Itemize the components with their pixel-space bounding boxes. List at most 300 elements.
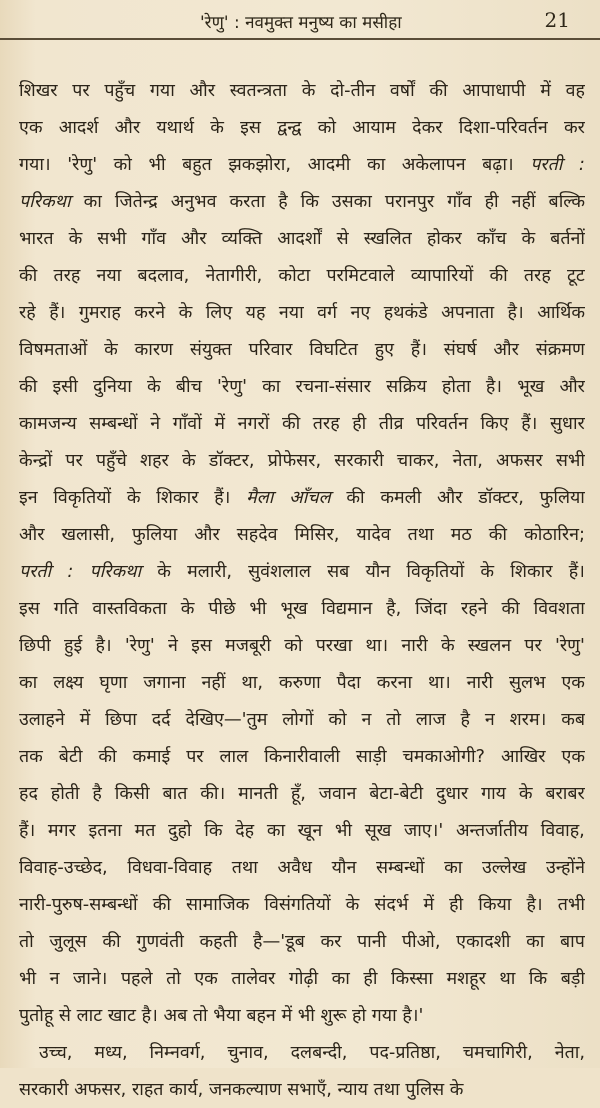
word: मजबूरी [225, 635, 271, 656]
word: सरकारी [334, 450, 384, 471]
word: स्खलित [363, 228, 412, 249]
word: और [493, 339, 519, 360]
word: बात [162, 783, 188, 804]
text-line [19, 109, 585, 146]
word: होकर [426, 228, 462, 249]
word: के [301, 80, 316, 101]
word: का [262, 376, 281, 397]
word: इस [19, 598, 40, 619]
text-line [19, 553, 585, 590]
word: घृणा [99, 672, 128, 693]
word: सुलभ [508, 672, 546, 693]
word: वास्तविकता [92, 598, 167, 619]
word: सभी [555, 450, 585, 471]
text-segment: सरकारी अफसर, राहत कार्य, जनकल्याण सभाएँ, न्याय तथा पुलिस के [19, 1079, 464, 1100]
word: की [281, 413, 301, 434]
word: तो [166, 968, 181, 989]
word: गोढ़ी [288, 968, 319, 989]
text-line [19, 627, 585, 664]
text-line [19, 923, 585, 960]
word: विद्यमान [321, 598, 373, 619]
word: है, [386, 598, 402, 619]
word: इतना [88, 820, 122, 841]
word: खून [297, 820, 323, 841]
word: पहले [120, 968, 153, 989]
word: और [194, 524, 220, 545]
word: परिवर्तन [416, 413, 468, 434]
word: हूँ, [290, 783, 306, 804]
word: के [345, 894, 360, 915]
word: अनुभव [170, 191, 217, 212]
word: कब [561, 709, 585, 730]
word: नया [278, 302, 304, 323]
word: करुणा [278, 672, 321, 693]
word: के [441, 635, 455, 656]
word: नया [96, 265, 122, 286]
text-line [19, 368, 585, 405]
text-line [19, 849, 585, 886]
word: जाने। [73, 968, 108, 989]
word: हद [19, 783, 38, 804]
word: संघर्ष [443, 339, 477, 360]
word: व्यक्ति [221, 228, 263, 249]
text-line [19, 1034, 585, 1071]
word: है—'डूब [253, 931, 305, 952]
word: कि [528, 968, 548, 989]
word: संक्रमण [535, 339, 585, 360]
word: तक [19, 746, 43, 767]
word: कोटा [278, 265, 311, 286]
word: की [501, 598, 520, 619]
word: करता [229, 191, 266, 212]
word: नेता, [452, 450, 483, 471]
word: बाप [560, 931, 585, 952]
word: तो [19, 931, 34, 952]
word: न [484, 709, 495, 730]
word: शिखर [19, 80, 58, 101]
word: छिपा [105, 709, 137, 730]
word: टूट [566, 265, 585, 286]
word: है [278, 191, 288, 212]
word: मैला [246, 487, 274, 508]
word: यौन [331, 857, 357, 878]
word: दो-तीन [330, 80, 376, 101]
word: जिंदा [415, 598, 448, 619]
word: था। [365, 635, 389, 656]
word: भी [249, 598, 267, 619]
word: तरह [53, 265, 81, 286]
word: के [178, 302, 193, 323]
word: को [317, 117, 336, 138]
word: उसका [331, 191, 372, 212]
word: किया [478, 894, 512, 915]
word: नगरों [237, 413, 270, 434]
word: चुनाव, [227, 1042, 269, 1063]
word: और [181, 228, 207, 249]
word: जुलूस [49, 931, 87, 952]
word: करना [376, 672, 413, 693]
word: एकादशी [456, 931, 511, 952]
word: ने [168, 635, 178, 656]
word: पद-प्रतिष्ठा, [369, 1042, 441, 1063]
word: अकेलापन [401, 154, 466, 175]
word: बीच [175, 376, 202, 397]
word: की [346, 487, 365, 508]
text-line [19, 738, 585, 775]
word: और [19, 524, 45, 545]
word: की [489, 265, 508, 286]
word: सभी [97, 228, 127, 249]
word: लक्ष्य [53, 672, 84, 693]
word: न [361, 709, 372, 730]
word: सूख [364, 820, 392, 841]
word: मत [134, 820, 156, 841]
word: सम्बन्धों [89, 413, 138, 434]
word: न [49, 968, 60, 989]
word: में [423, 894, 435, 915]
word: में [79, 709, 91, 730]
word: उन्होंने [545, 857, 585, 878]
word: मगर [47, 820, 76, 841]
word: पैदा [336, 672, 361, 693]
word: रहने [460, 598, 488, 619]
word: जितेन्द्र [114, 191, 158, 212]
word: हुई [64, 635, 83, 656]
word: विवशता [533, 598, 585, 619]
word: रचना-संसार [295, 376, 371, 397]
word: स्वतन्त्रता [229, 80, 288, 101]
text-line [19, 886, 585, 923]
word: शिकार [510, 561, 553, 582]
word: तथा [231, 857, 258, 878]
word: कारण [134, 339, 173, 360]
word: ही [449, 894, 464, 915]
word: विकृतियों [53, 487, 112, 508]
word: भूख [280, 598, 308, 619]
text-line [19, 960, 585, 997]
word: केन्द्रों [19, 450, 53, 471]
text-line [19, 405, 585, 442]
word: था, [241, 672, 263, 693]
word: आयाम [352, 117, 396, 138]
word: गाँव [141, 228, 166, 249]
word: और [559, 376, 585, 397]
word: एक [19, 117, 43, 138]
word: मानती [238, 783, 278, 804]
word: पर [72, 80, 90, 101]
word: छिपी [19, 635, 51, 656]
word: भारत [19, 228, 54, 249]
word: का [266, 820, 286, 841]
word: देह [235, 820, 255, 841]
word: हैं। [214, 487, 231, 508]
word: गया [149, 80, 175, 101]
word: खलासी, [61, 524, 115, 545]
word: दिशा-परिवर्तन [458, 117, 548, 138]
word: तीव्र [378, 413, 404, 434]
word: आँचल [289, 487, 331, 508]
word: है [92, 783, 102, 804]
word: परिकथा [89, 561, 142, 582]
word: का [19, 672, 38, 693]
text-line [19, 516, 585, 553]
word: सुवंशलाल [248, 561, 311, 582]
word: आपाधापी [462, 80, 526, 101]
word: को [284, 635, 303, 656]
word: हैं। [521, 413, 538, 434]
word: अपनाता [441, 302, 495, 323]
word: का [366, 154, 386, 175]
text-line [19, 479, 585, 516]
word: अवैध [277, 857, 312, 878]
running-title: 'रेणु' : नवमुक्त मनुष्य का मसीहा [200, 13, 402, 33]
word: इन [19, 487, 38, 508]
word: जगाना [143, 672, 186, 693]
word: पर [186, 746, 204, 767]
word: है। [95, 635, 112, 656]
word: : [67, 561, 74, 582]
word: : [578, 154, 585, 175]
word: देखिए—'तुम [185, 709, 268, 730]
word: इसी [52, 376, 78, 397]
word: द्वन्द्व [277, 117, 302, 138]
word: का [526, 931, 545, 952]
word: 'रेणु' [554, 635, 585, 656]
word: परमिटवाले [326, 265, 395, 286]
word: नहीं [201, 672, 226, 693]
text-line [19, 664, 585, 701]
text-line [19, 775, 585, 812]
word: से [336, 228, 349, 249]
word: यादेव [356, 524, 391, 545]
word: के [104, 339, 118, 360]
word: आदर्श [58, 117, 99, 138]
word: हुए [374, 339, 394, 360]
text-line [19, 257, 585, 294]
word: आदर्शों [277, 228, 322, 249]
word: बर्तनों [550, 228, 585, 249]
word: तो [386, 709, 401, 730]
word: तभी [557, 894, 585, 915]
word: और [114, 117, 141, 138]
word: के [480, 561, 495, 582]
word: बदलाव, [137, 265, 190, 286]
word: व्यापारियों [410, 265, 474, 286]
text-line [19, 1071, 585, 1108]
word: के [521, 228, 536, 249]
word: मठ [450, 524, 472, 545]
word: सक्रिय [386, 376, 427, 397]
word: कमाई [132, 746, 171, 767]
word: कमली [380, 487, 422, 508]
word: किसी [114, 783, 150, 804]
word: को [113, 154, 132, 175]
word: सम्बन्धों [376, 857, 425, 878]
word: संदर्भ [374, 894, 409, 915]
word: दुधार [435, 783, 469, 804]
word: की [102, 931, 121, 952]
word: है। [485, 376, 503, 397]
word: है। [526, 894, 543, 915]
word: नारी-पुरुष-सम्बन्धों [19, 894, 138, 915]
word: शरम। [509, 709, 547, 730]
word: सुधार [549, 413, 585, 434]
word: परखा [315, 635, 353, 656]
word: डॉक्टर, [208, 450, 255, 471]
word: गति [53, 598, 79, 619]
word: बेटा-बेटी [369, 783, 424, 804]
word: परिकथा [19, 191, 71, 212]
word: तालेवर [231, 968, 276, 989]
word: कहती [199, 931, 238, 952]
word: भी [334, 820, 353, 841]
word: के [146, 376, 161, 397]
word: जाए।' [404, 820, 444, 841]
text-line [19, 220, 585, 257]
word: का [331, 968, 350, 989]
word: भी [148, 154, 166, 175]
word: एक [561, 672, 585, 693]
word: 'रेणु' [67, 154, 98, 175]
word: गाय [481, 783, 506, 804]
word: विवाह-उच्छेद, [19, 857, 108, 878]
word: को [328, 709, 347, 730]
word: साड़ी [355, 746, 387, 767]
word: शिकार [156, 487, 199, 508]
word: में [214, 413, 226, 434]
word: गुमराह [78, 302, 121, 323]
word: कर [320, 931, 342, 952]
word: जवान [318, 783, 357, 804]
word: प्रोफेसर, [267, 450, 322, 471]
word: हथकंडे [383, 302, 428, 323]
word: की [19, 265, 38, 286]
word: और [437, 487, 463, 508]
word: बहुत [182, 154, 212, 175]
word: परानपुर [384, 191, 435, 212]
word: के [180, 598, 195, 619]
word: नहीं [511, 191, 536, 212]
word: परिवार [248, 339, 293, 360]
word: नए [350, 302, 371, 323]
word: काँच [476, 228, 507, 249]
running-header [0, 10, 600, 36]
word: सहदेव [236, 524, 278, 545]
text-line [19, 701, 585, 738]
word: लाल [219, 746, 249, 767]
word: वर्षों [389, 80, 415, 101]
word: इस [191, 635, 212, 656]
word: सामाजिक [186, 894, 250, 915]
page-number: 21 [544, 8, 570, 32]
text-segment: पुतोहू से लाट खाट है। अब तो भैया बहन में भी शुरू हो गया है।' [19, 1005, 424, 1026]
word: उल्लेख [481, 857, 527, 878]
word: फुलिया [131, 524, 178, 545]
word: कि [300, 191, 319, 212]
word: लाज [415, 709, 446, 730]
word: कर [564, 117, 585, 138]
word: अफसर [496, 450, 543, 471]
word: के [126, 487, 141, 508]
word: देकर [412, 117, 443, 138]
text-line [19, 72, 585, 109]
word: तथा [407, 524, 434, 545]
word: बड़ी [560, 968, 585, 989]
word: के [181, 450, 196, 471]
word: नेतागीरी, [205, 265, 263, 286]
word: विकृतियों [406, 561, 465, 582]
word: गाँवों [172, 413, 202, 434]
word: पहुँच [104, 80, 136, 101]
word: स्खलन [467, 635, 512, 656]
text-line [19, 442, 585, 479]
word: नारी [466, 672, 494, 693]
word: यौन [365, 561, 391, 582]
word: आखिर [500, 746, 546, 767]
word: तरह [312, 413, 340, 434]
word: पर [65, 450, 83, 471]
word: शहर [139, 450, 169, 471]
word: दुनिया [92, 376, 132, 397]
word: हैं। [568, 561, 585, 582]
word: की [429, 80, 448, 101]
word: अन्तर्जातीय [455, 820, 529, 841]
word: मलारी, [187, 561, 232, 582]
text-line [19, 146, 585, 183]
word: और [189, 80, 216, 101]
word: का [444, 857, 463, 878]
word: दर्द [151, 709, 171, 730]
word: की। [200, 783, 226, 804]
word: ही [352, 413, 367, 434]
word: की [98, 746, 117, 767]
word: सब [327, 561, 350, 582]
word: पर [524, 635, 542, 656]
word: फुलिया [539, 487, 585, 508]
word: रहे [19, 302, 36, 323]
text-line [19, 812, 585, 849]
word: 'रेणु' [124, 635, 155, 656]
word: था [499, 968, 516, 989]
word: झकझोरा, [228, 154, 292, 175]
text-line [19, 331, 585, 368]
word: था। [428, 672, 451, 693]
word: उलाहने [19, 709, 65, 730]
word: होता [441, 376, 471, 397]
word: के [210, 117, 224, 138]
body-text [19, 72, 585, 1108]
header-rule [0, 38, 600, 40]
text-line [19, 997, 585, 1034]
word: तरह [523, 265, 551, 286]
word: परती [19, 561, 52, 582]
word: बराबर [545, 783, 585, 804]
word: लोगों [282, 709, 314, 730]
word: विवाह, [540, 820, 585, 841]
word: डॉक्टर, [478, 487, 524, 508]
word: एक [194, 968, 218, 989]
word: नेता, [554, 1042, 585, 1063]
word: की [488, 524, 508, 545]
word: मध्य, [94, 1042, 128, 1063]
word: पहुँचे [95, 450, 127, 471]
word: कोठारिन; [524, 524, 585, 545]
word: यथार्थ [156, 117, 194, 138]
word: पानी [357, 931, 387, 952]
word: कामजन्य [19, 413, 77, 434]
word: लिए [205, 302, 233, 323]
word: हैं। [49, 302, 66, 323]
